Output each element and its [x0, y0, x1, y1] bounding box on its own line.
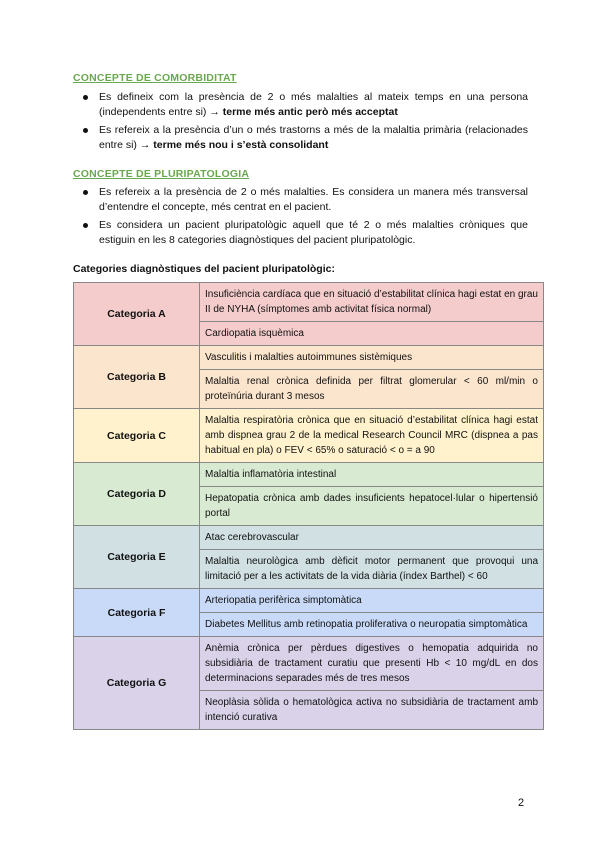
- category-criterion: Neoplàsia sòlida o hematològica activa no subsidiària de tractament amb intenció curativa: [200, 691, 544, 730]
- bullet-text: Es refereix a la presència de 2 o més malalties. Es considera un manera més transversal d’entendre el concepte, més centrat en el pacient.: [99, 186, 528, 213]
- heading-comorbiditat: CONCEPTE DE COMORBIDITAT: [73, 72, 237, 84]
- category-criterion: Arteriopatia perifèrica simptomàtica: [200, 589, 544, 613]
- category-name: Categoria D: [74, 463, 200, 526]
- bullet-icon: [83, 223, 88, 228]
- category-name: Categoria E: [74, 526, 200, 589]
- table-row: [74, 346, 544, 370]
- table-row: [74, 283, 544, 322]
- category-name: Categoria B: [74, 346, 200, 409]
- category-name: Categoria C: [74, 409, 200, 463]
- list-item: [73, 185, 528, 215]
- category-criterion: Cardiopatia isquèmica: [200, 322, 544, 346]
- table-row: [74, 637, 544, 691]
- heading-pluripatologia: CONCEPTE DE PLURIPATOLOGIA: [73, 168, 250, 180]
- category-criterion: Atac cerebrovascular: [200, 526, 544, 550]
- table-row: [74, 463, 544, 487]
- bullet-text: Es refereix a la presència d’un o més trastorns a més de la malaltia primària (relacionades entre si) →: [99, 124, 528, 151]
- list-item: [73, 218, 528, 248]
- category-criterion: Insuficiència cardíaca que en situació d’estabilitat clínica hagi estat en grau II de NYHA (símptomes amb activitat física normal): [200, 283, 544, 322]
- bullet-icon: [83, 95, 88, 100]
- list-item: [73, 90, 528, 120]
- bullet-text: Es considera un pacient pluripatològic aquell que té 2 o més malalties cròniques que estiguin en les 8 categories diagnòstiques del pacient pluripatològic.: [99, 219, 528, 246]
- bullet-text: Es defineix com la presència de 2 o més malalties al mateix temps en una persona (independents entre si) →: [99, 91, 528, 118]
- bullet-emphasis: terme més antic però més acceptat: [222, 106, 398, 118]
- table-title: Categories diagnòstiques del pacient pluripatològic:: [73, 263, 335, 275]
- page-number: 2: [518, 797, 525, 809]
- category-criterion: Anèmia crònica per pèrdues digestives o hemopatia adquirida no subsidiària de tractament curatiu que presenti Hb < 10 mg/dL en dos determinacions separades més de tres mesos: [200, 637, 544, 691]
- category-name: Categoria F: [74, 589, 200, 637]
- table-row: [74, 589, 544, 613]
- category-criterion: Malaltia inflamatòria intestinal: [200, 463, 544, 487]
- category-criterion: Malaltia respiratòria crònica que en situació d’estabilitat clínica hagi estat amb dispnea grau 2 de la medical Research Council MRC (dispnea a pas habitual en pla) o FEV < 65% o saturació < o = a 90: [200, 409, 544, 463]
- bullet-icon: [83, 190, 88, 195]
- category-criterion: Malaltia renal crònica definida per filtrat glomerular < 60 ml/min o proteïnúria durant 3 mesos: [200, 370, 544, 409]
- categories-table: [73, 282, 544, 730]
- table-row: [74, 409, 544, 463]
- category-criterion: Malaltia neurològica amb dèficit motor permanent que provoqui una limitació per a les activitats de la vida diària (índex Barthel) < 60: [200, 550, 544, 589]
- bullet-emphasis: terme més nou i s’està consolidant: [153, 139, 329, 151]
- comorbiditat-list: [73, 90, 528, 156]
- list-item: [73, 123, 528, 153]
- category-criterion: Vasculitis i malalties autoimmunes sistèmiques: [200, 346, 544, 370]
- category-criterion: Hepatopatia crònica amb dades insuficients hepatocel·lular o hipertensió portal: [200, 487, 544, 526]
- pluripatologia-list: [73, 185, 528, 251]
- category-criterion: Diabetes Mellitus amb retinopatia proliferativa o neuropatia simptomàtica: [200, 613, 544, 637]
- category-name: Categoria G: [74, 637, 200, 730]
- bullet-icon: [83, 128, 88, 133]
- category-name: Categoria A: [74, 283, 200, 346]
- table-row: [74, 526, 544, 550]
